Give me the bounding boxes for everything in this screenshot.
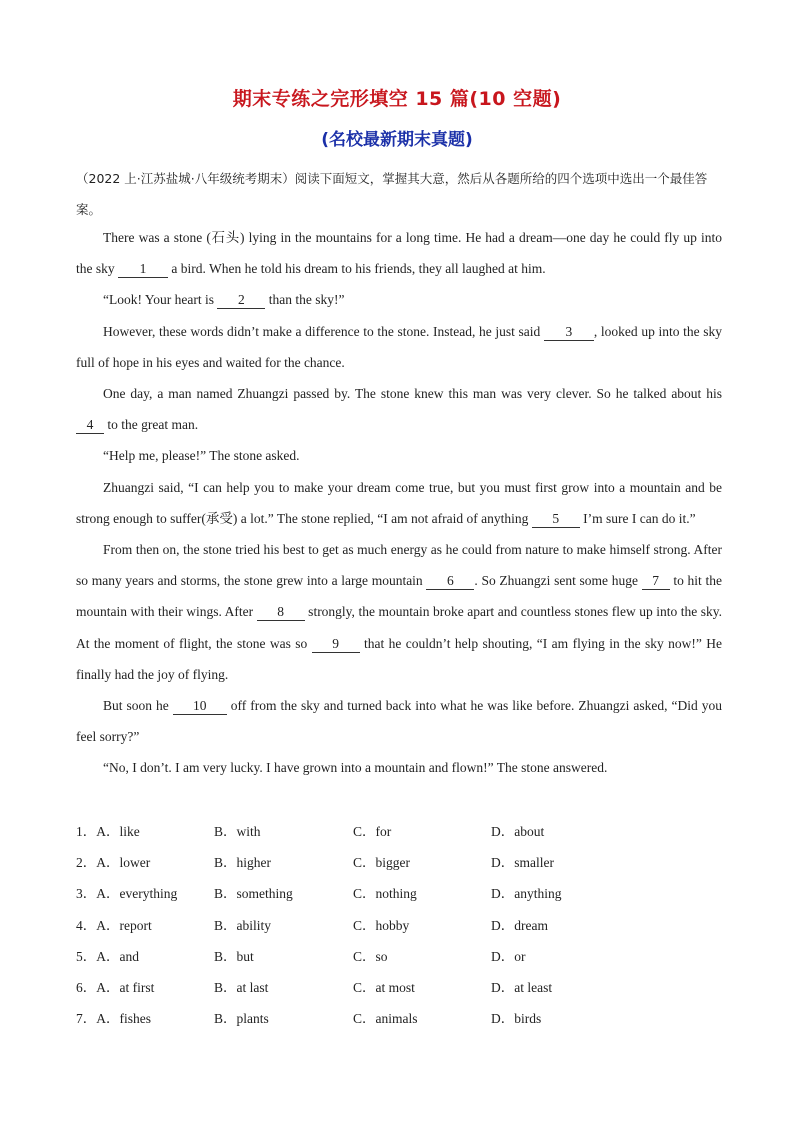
option-a: 6．A．at first (76, 979, 155, 995)
option-row-4 (76, 910, 722, 941)
blank-4: 4 (76, 417, 104, 434)
option-b: B．at last (214, 979, 269, 995)
blank-10: 10 (173, 698, 227, 715)
option-c: C．for (353, 824, 392, 839)
option-c: C．animals (353, 1011, 418, 1027)
option-a: 3．A．everything (76, 886, 178, 902)
option-row-1 (76, 816, 722, 847)
passage-paragraph: Zhuangzi said, “I can help you to make your dream come true, but you must first grow into a mountain and be strong enough to suffer(承受) a lot.” The stone replied, “I am not afraid of anything 5 I’m sure I can do it.” (76, 479, 722, 526)
option-d: D．about (491, 824, 545, 839)
option-row-7 (76, 1003, 722, 1034)
option-b: B．higher (214, 855, 271, 871)
passage-paragraph: However, these words didn’t make a difference to the stone. Instead, he just said 3 , looked up into the sky full of hope in his eyes and waited for the chance. (76, 323, 722, 370)
option-c: C．hobby (353, 917, 410, 933)
blank-2: 2 (217, 292, 265, 309)
option-b: B．ability (214, 917, 271, 933)
option-row-6 (76, 972, 722, 1003)
option-row-3 (76, 878, 722, 909)
blank-6: 6 (426, 573, 474, 590)
option-c: C．bigger (353, 855, 410, 871)
option-d: D．birds (491, 1011, 542, 1027)
option-a: 4．A．report (76, 917, 152, 933)
option-b: B．with (214, 824, 261, 839)
page-title: 期末专练之完形填空 15 篇(10 空题) (232, 88, 562, 110)
option-d: D．smaller (491, 855, 554, 871)
option-b: B．plants (214, 1011, 269, 1027)
passage-paragraph: There was a stone (石头) lying in the mountains for a long time. He had a dream—one day he could fly up into the sky 1 a bird. When he told his dream to his friends, they all laughed at him. (76, 230, 722, 277)
option-a: 7．A．fishes (76, 1011, 151, 1027)
question-intro: （2022 上·江苏盐城·八年级统考期末）阅读下面短文，掌握其大意，然后从各题所给的四个选项中选出一个最佳答案。 (76, 171, 708, 217)
option-d: D．or (491, 948, 526, 964)
option-d: D．dream (491, 917, 548, 933)
passage-paragraph: “Look! Your heart is 2 than the sky!” (103, 292, 345, 308)
blank-7: 7 (642, 573, 670, 590)
option-b: B．something (214, 886, 293, 902)
blank-8: 8 (257, 604, 305, 621)
option-c: C．nothing (353, 886, 417, 902)
option-a: 1．A．like (76, 824, 140, 839)
cloze-passage (76, 222, 722, 784)
option-a: 5．A．and (76, 948, 139, 964)
passage-paragraph: From then on, the stone tried his best to get as much energy as he could from nature to make himself strong. After so many years and storms, the stone grew into a large mountain 6 . So Zhuangzi sent some huge 7 to hit the mountain with their wings. After 8 strongly, the mountain broke apart and countless stones flew up into the sky. At the moment of flight, the stone was so 9 that he couldn’t help shouting, “I am flying in the sky now!” He finally had the joy of flying. (76, 542, 723, 682)
passage-paragraph: “No, I don’t. I am very lucky. I have grown into a mountain and flown!” The stone answered. (103, 760, 608, 776)
passage-paragraph: One day, a man named Zhuangzi passed by. The stone knew this man was very clever. So he talked about his 4 to the great man. (76, 378, 722, 440)
blank-1: 1 (118, 261, 168, 278)
answer-options (76, 816, 722, 1034)
page-subtitle: (名校最新期末真题) (321, 130, 473, 150)
option-row-2 (76, 847, 722, 878)
option-a: 2．A．lower (76, 855, 151, 871)
blank-3: 3 (544, 324, 594, 341)
option-d: D．at least (491, 979, 553, 995)
option-row-5 (76, 941, 722, 972)
option-c: C．so (353, 948, 388, 964)
option-d: D．anything (491, 886, 562, 902)
blank-9: 9 (312, 636, 360, 653)
passage-paragraph: But soon he 10 off from the sky and turned back into what he was like before. Zhuangzi asked, “Did you feel sorry?” (76, 698, 722, 745)
option-c: C．at most (353, 979, 415, 995)
blank-5: 5 (532, 511, 580, 528)
option-b: B．but (214, 948, 254, 964)
passage-paragraph: “Help me, please!” The stone asked. (103, 448, 300, 464)
